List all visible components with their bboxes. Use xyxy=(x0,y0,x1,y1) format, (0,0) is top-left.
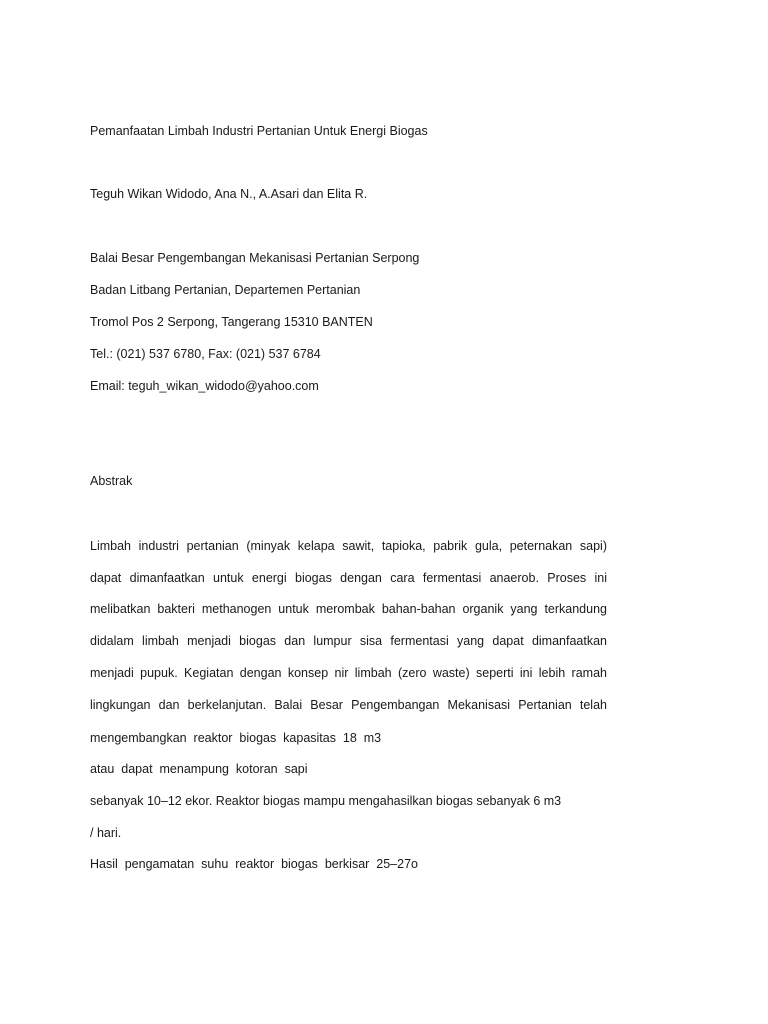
affiliation-address: Tromol Pos 2 Serpong, Tangerang 15310 BANTEN xyxy=(90,315,373,329)
abstract-line: atau dapat menampung kotoran sapi xyxy=(90,762,308,776)
abstract-line: dapat dimanfaatkan untuk energi biogas dengan cara fermentasi anaerob. Proses ini xyxy=(90,571,607,585)
abstract-line: Limbah industri pertanian (minyak kelapa sawit, tapioka, pabrik gula, peternakan sapi) xyxy=(90,539,607,553)
abstract-line: Hasil pengamatan suhu reaktor biogas berkisar 25–27o xyxy=(90,857,418,871)
affiliation-phone: Tel.: (021) 537 6780, Fax: (021) 537 6784 xyxy=(90,347,321,361)
abstract-line: mengembangkan reaktor biogas kapasitas 18 m3 xyxy=(90,731,382,745)
abstract-line: menjadi pupuk. Kegiatan dengan konsep nir limbah (zero waste) seperti ini lebih ramah xyxy=(90,666,607,680)
abstract-heading: Abstrak xyxy=(90,474,133,488)
abstract-line: sebanyak 10–12 ekor. Reaktor biogas mampu mengahasilkan biogas sebanyak 6 m3 xyxy=(90,794,562,808)
abstract-line: lingkungan dan berkelanjutan. Balai Besar Pengembangan Mekanisasi Pertanian telah xyxy=(90,698,607,712)
abstract-line: / hari. xyxy=(90,826,122,840)
abstract-line: didalam limbah menjadi biogas dan lumpur sisa fermentasi yang dapat dimanfaatkan xyxy=(90,634,607,648)
abstract-line: melibatkan bakteri methanogen untuk merombak bahan-bahan organik yang terkandung xyxy=(90,602,607,616)
author-list: Teguh Wikan Widodo, Ana N., A.Asari dan Elita R. xyxy=(90,187,368,201)
document-title: Pemanfaatan Limbah Industri Pertanian Untuk Energi Biogas xyxy=(90,124,428,138)
affiliation-institution: Balai Besar Pengembangan Mekanisasi Pertanian Serpong xyxy=(90,251,420,265)
affiliation-agency: Badan Litbang Pertanian, Departemen Pertanian xyxy=(90,283,361,297)
affiliation-email: Email: teguh_wikan_widodo@yahoo.com xyxy=(90,379,319,393)
